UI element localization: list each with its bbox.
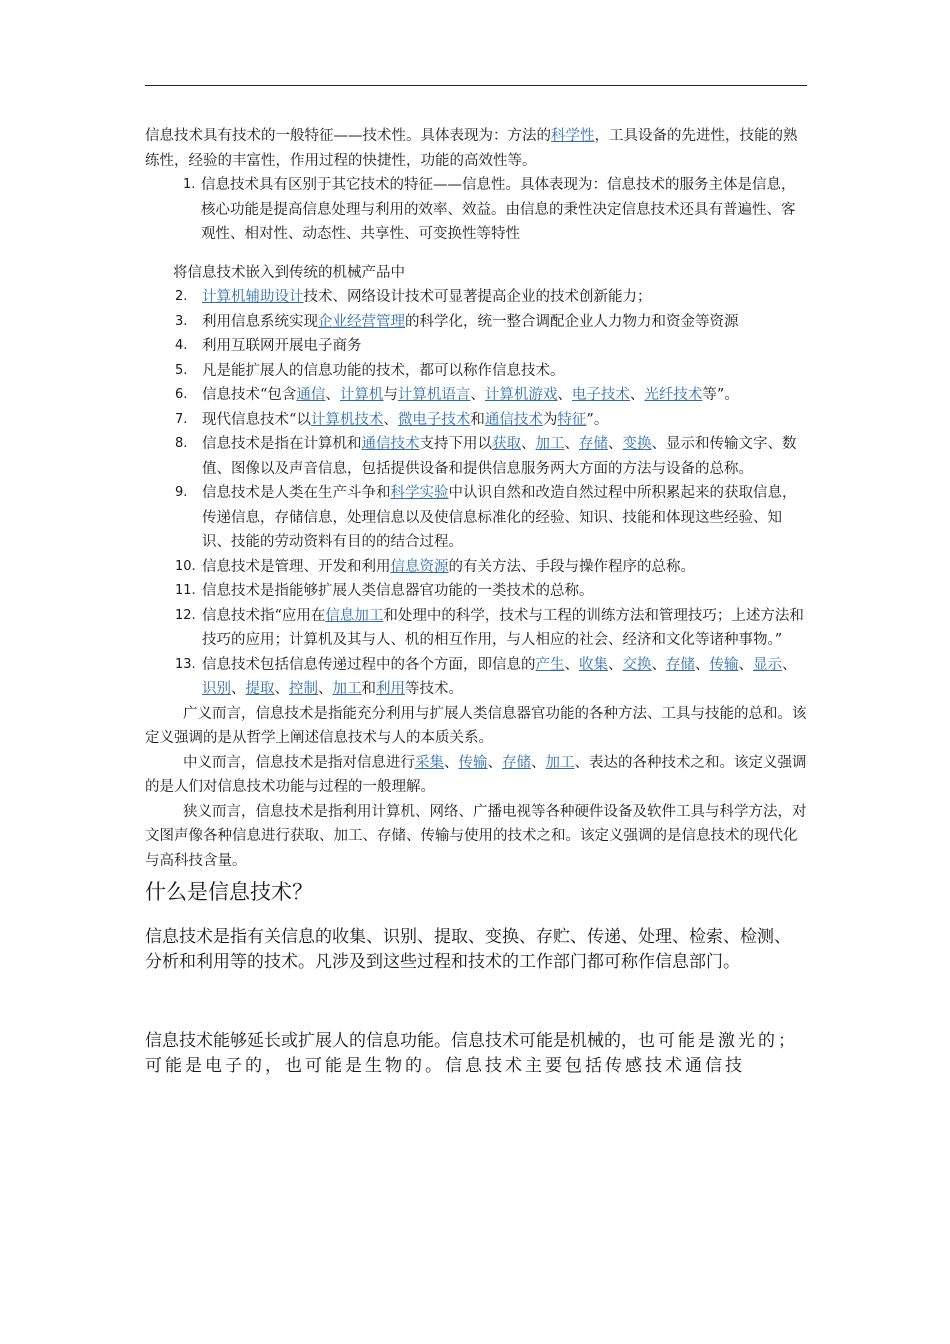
link-microelectronics[interactable]: 微电子技术: [397, 411, 471, 428]
list-item-6: 6. 信息技术“包含通信、计算机与计算机语言、计算机游戏、电子技术、光纤技术等”。: [175, 387, 739, 403]
list-number: 1.: [183, 177, 196, 192]
link-transform[interactable]: 变换: [622, 436, 652, 452]
paragraph-tech-feature: 信息技术具有技术的一般特征——技术性。具体表现为：方法的科学性，工具设备的先进性，技能的熟练性，经验的丰富性，作用过程的快捷性，功能的高效性等。: [145, 128, 798, 169]
link-communication-tech[interactable]: 通信技术: [484, 411, 543, 428]
link-electronics[interactable]: 电子技术: [571, 387, 630, 403]
list-item-4: 4. 利用互联网开展电子商务: [175, 338, 362, 354]
list-item-13: 13. 信息技术包括信息传递过程中的各个方面，即信息的产生、收集、交换、存储、传输、显示、识别、提取、控制、加工和利用等技术。: [175, 656, 797, 697]
paragraph-middle: 中义而言，信息技术是指对信息进行采集、传输、存储、加工、表达的各种技术之和。该定义强调的是人们对信息技术功能与过程的一般理解。: [145, 754, 807, 795]
paragraph-definition: 信息技术是指有关信息的收集、识别、提取、变换、存贮、传递、处理、检索、检测、分析和利用等的技术。凡涉及到这些过程和技术的工作部门都可称作信息部门。: [145, 927, 791, 972]
link-processing[interactable]: 加工: [545, 754, 575, 771]
list-item-1: 1. 信息技术具有区别于其它技术的特征——信息性。具体表现为：信息技术的服务主体是信息，核心功能是提高信息处理与利用的效率、效益。由信息的秉性决定信息技术还具有普遍性、客观性、相对性、动态性、共享性、可变换性等特性: [169, 173, 807, 247]
link-exchange[interactable]: 交换: [622, 656, 652, 673]
link-communication-tech-2[interactable]: 通信技术: [361, 436, 420, 452]
list-item-2: 2. 计算机辅助设计技术、网络设计技术可显著提高企业的技术创新能力；: [175, 289, 652, 305]
header-rule: [145, 85, 807, 86]
link-collect[interactable]: 收集: [579, 656, 608, 673]
list-item-10: 10. 信息技术是管理、开发和利用信息资源的有关方法、手段与操作程序的总称。: [175, 558, 695, 575]
document-body: [145, 124, 807, 1079]
link-control[interactable]: 控制: [289, 681, 318, 697]
link-utilize[interactable]: 利用: [376, 681, 405, 697]
list-item-11: 11. 信息技术是指能够扩展人类信息器官功能的一类技术的总称。: [175, 583, 594, 599]
link-scientific[interactable]: 科学性: [551, 128, 595, 144]
link-display[interactable]: 显示: [753, 656, 782, 673]
list-item-3: 3. 利用信息系统实现企业经营管理的科学化，统一整合调配企业人力物力和资金等资源: [175, 313, 739, 330]
link-transmission[interactable]: 传输: [458, 754, 488, 771]
link-extract[interactable]: 提取: [245, 681, 275, 697]
link-process-2[interactable]: 加工: [332, 681, 362, 697]
link-acquire[interactable]: 获取: [492, 436, 521, 452]
link-generate[interactable]: 产生: [535, 656, 565, 673]
link-storing[interactable]: 存储: [502, 754, 531, 771]
link-storage[interactable]: 存储: [579, 436, 608, 452]
paragraph-narrow: 狭义而言，信息技术是指利用计算机、网络、广播电视等各种硬件设备及软件工具与科学方法，对文图声像各种信息进行获取、加工、存储、传输与使用的技术之和。该定义强调的是信息技术的现代化与高科技含量。: [145, 803, 807, 869]
link-business-management[interactable]: 企业经营管理: [318, 313, 405, 330]
link-cad[interactable]: 计算机辅助设计: [202, 289, 304, 305]
section-heading: 什么是信息技术？: [145, 880, 313, 904]
list-item-7: 7. 现代信息技术“以计算机技术、微电子技术和通信技术为特征”。: [175, 411, 609, 428]
link-information-resources[interactable]: 信息资源: [390, 558, 449, 575]
paragraph-extend: 信息技术能够延长或扩展人的信息功能。信息技术可能是机械的，也可能是激光的；可能是电子的，也可能是生物的。信息技术主要包括传感技术通信技: [145, 1031, 798, 1076]
link-process[interactable]: 加工: [535, 436, 565, 452]
link-computer-language[interactable]: 计算机语言: [397, 387, 471, 403]
link-computer-tech[interactable]: 计算机技术: [310, 411, 384, 428]
link-scientific-experiment[interactable]: 科学实验: [390, 485, 449, 501]
link-store[interactable]: 存储: [666, 656, 695, 673]
numbered-list: [145, 285, 807, 702]
link-identify[interactable]: 识别: [202, 681, 231, 697]
link-information-processing[interactable]: 信息加工: [325, 607, 384, 624]
list-item-9: 9. 信息技术是人类在生产斗争和科学实验中认识自然和改造自然过程中所积累起来的获取信息，传递信息，存储信息，处理信息以及使信息标准化的经验、知识、技能和体现这些经验、知识、技能的劳动资料有目的的结合过程。: [175, 485, 797, 550]
link-communication[interactable]: 通信: [296, 387, 326, 403]
link-gather[interactable]: 采集: [415, 754, 444, 771]
list-item-8: 8. 信息技术是指在计算机和通信技术支持下用以获取、加工、存储、变换、显示和传输文字、数值、图像以及声音信息，包括提供设备和提供信息服务两大方面的方法与设备的总称。: [175, 436, 797, 477]
list-item-12: 12. 信息技术指“应用在信息加工和处理中的科学，技术与工程的训练方法和管理技巧；上述方法和技巧的应用；计算机及其与人、机的相互作用，与人相应的社会、经济和文化等诸种事物。”: [175, 607, 804, 648]
paragraph-embed: 将信息技术嵌入到传统的机械产品中: [173, 264, 405, 281]
link-fiber-optics[interactable]: 光纤技术: [644, 387, 703, 403]
link-feature[interactable]: 特征: [557, 411, 587, 428]
link-transmit[interactable]: 传输: [709, 656, 739, 673]
link-computer-games[interactable]: 计算机游戏: [484, 387, 558, 403]
link-computer[interactable]: 计算机: [339, 387, 384, 403]
paragraph-broad: 广义而言，信息技术是指能充分利用与扩展人类信息器官功能的各种方法、工具与技能的总和。该定义强调的是从哲学上阐述信息技术与人的本质关系。: [145, 705, 807, 746]
list-item-5: 5. 凡是能扩展人的信息功能的技术，都可以称作信息技术。: [175, 362, 565, 379]
